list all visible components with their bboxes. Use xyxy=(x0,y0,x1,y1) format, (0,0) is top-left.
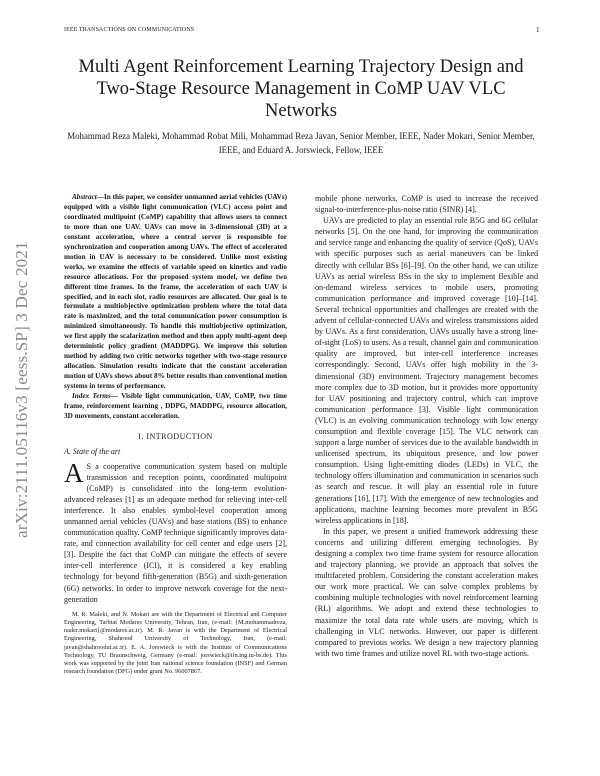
journal-header: IEEE TRANSACTIONS ON COMMUNICATIONS xyxy=(64,27,195,33)
right-column xyxy=(315,193,538,659)
author-list: Mohammad Reza Maleki, Mohammad Robat Mili, Mohammad Reza Javan, Senior Member, IEEE, Nader Mokari, Senior Member, IEEE, and Eduard A. Jorswieck, Fellow, IEEE xyxy=(67,131,535,155)
abstract-label: Abstract xyxy=(72,193,97,201)
intro-text: S a cooperative communication system based on multiple transmission and reception points, coordinated multipoint (CoMP) is consolidated into the long-term evolution-advanced releases [1] as an adequate method for relieving inter-cell interference. It also enables symbol-level cooperation among unmanned aerial vehicles (UAVs) and base stations (BS) to enhance communication quality. CoMP technique significantly improves data-rate, and connection availability for cell center and edge users [2], [3]. Despite the fact that CoMP can mitigate the effects of severe inter-cell interference (ICI), it is considered a key enabling technology for beyond fifth-generation (B5G) and sixth-generation (6G) networks. In order to improve network coverage for the next-generation xyxy=(64,461,287,604)
index-terms xyxy=(64,392,287,422)
subsection-heading: A. State of the art xyxy=(64,446,121,456)
right-paragraph-3: In this paper, we present a unified framework addressing these concerns and utilizing different emerging technologies. By designing a complex two time frame system for resource allocation and trajectory planning, we provide an approach that solves the multifaceted problem. Considering the constant acceleration makes our work more practical. We can solve complex problems by combining multiple technologies with novel reinforcement learning (RL) algorithms. We adopt and extend these technologies to maximize the total data rate while users are moving, which is challenging in VLC networks. However, our paper is different compared to previous works. We design a new trajectory planning with two time frames and utilize novel RL with two-stage actions. xyxy=(315,526,538,658)
left-column xyxy=(64,193,287,676)
drop-cap: A xyxy=(64,457,84,488)
intro-paragraph xyxy=(64,457,287,605)
index-terms-label: Index Terms xyxy=(72,392,111,401)
section-heading: I. INTRODUCTION xyxy=(138,431,213,441)
index-terms-text: — Visible light communication, UAV, CoMP, two time frame, reinforcement learning , DDPG, MADDPG, resource allocation, 3D movements, constant acceleration. xyxy=(64,392,287,420)
paper-title: Multi Agent Reinforcement Learning Trajectory Design and Two-Stage Resource Management in CoMP UAV VLC Networks xyxy=(78,57,524,121)
author-footnote: M. R. Maleki, and N. Mokari are with the Department of Electrical and Computer Engineering, Tarbiat Modares University, Tehran, Iran, (e-mail: {M.mohammadreza, nader.mokari}@modares.ac.ir). M. R. Javan is with the Department of Electrical Engineering, Shahrood University of Technology, Iran, (e-mail: javan@shahroodut.ac.ir). E. A. Jorswieck is with the Institute of Communications Technology, TU Braunschweig, Germany (e-mail: jorswieck@ifn.ing.tu-bs.de). This work was supported by the joint Iran national science foundation (INSF) and German research foundation (DFG) under grant No. 96007867. xyxy=(64,610,287,676)
right-paragraph-1: mobile phone networks, CoMP is used to increase the received signal-to-interference-plus-noise ratio (SINR) [4]. xyxy=(315,194,538,215)
arxiv-stamp: arXiv:2111.05116v3 [eess.SP] 3 Dec 2021 xyxy=(12,241,31,538)
right-paragraph-2: UAVs are predicted to play an essential role B5G and 6G cellular networks [5]. On the one hand, for improving the communication and service range and enhancing the quality of service (QoS), UAVs with specific purposes such as aerial maneuvers can be linked directly with cellular BSs [6]–[9]. On the other hand, we can utilize UAVs as aerial wireless BSs in the sky to implement flexible and on-demand wireless services to mobile users, promoting communication performance and improved coverage [10]–[14]. Several technical opportunities and challenges are created with the advent of cellular-connected UAVs and wireless transmissions aided by UAVs. As a first consideration, UAVs usually have a strong line-of-sight (LoS) to users. As a result, channel gain and communication quality are improved, but inter-cell interference increases correspondingly. Second, UAVs offer high mobility in the 3-dimensional (3D) environment. Trajectory management becomes more complex due to 3D motion, but it provides more opportunity for UAV positioning and trajectory control, which can improve communication performance [3]. Visible light communication (VLC) is an evolving communication technology with low energy consumption and flexible coverage [15]. The VLC network can support a large number of services due to the available bandwidth in unlicensed spectrum, its ubiquitous presence, and low power consumption. Using light-emitting diodes (LEDs) in VLC, the technology offers illumination and communication in scenarios such as search and rescue. It will play an essential role in future generations [16], [17]. With the emergence of new technologies and applications, machine learning becomes more prevalent in B5G wireless applications in [18]. xyxy=(315,216,538,525)
abstract xyxy=(64,193,287,392)
page-number: 1 xyxy=(536,26,540,34)
abstract-text: —In this paper, we consider unmanned aerial vehicles (UAVs) equipped with a visible light communication (VLC) access point and coordinated multipoint (CoMP) capability that allows users to connect to more than one UAV. UAVs can move in 3-dimensional (3D) at a constant acceleration, where a central server is responsible for synchronization and cooperation among UAVs. The effect of accelerated motion in UAV is necessary to be considered. Unlike most existing works, we examine the effects of variable speed on kinetics and radio resource allocations. For the proposed system model, we define two different time frames. In the frame, the acceleration of each UAV is specified, and in each slot, radio resources are allocated. Our goal is to formulate a multiobjective optimization problem where the total data rate is maximized, and the total communication power consumption is minimized simultaneously. To handle this multiobjective optimization, we first apply the scalarization method and then apply multi-agent deep deterministic policy gradient (MADDPG). We improve this solution method by adding two critic networks together with two-stage resource allocation. Simulation results indicate that the constant acceleration motion of UAVs shows about 8% better results than conventional motion systems in terms of performance. xyxy=(64,193,287,391)
